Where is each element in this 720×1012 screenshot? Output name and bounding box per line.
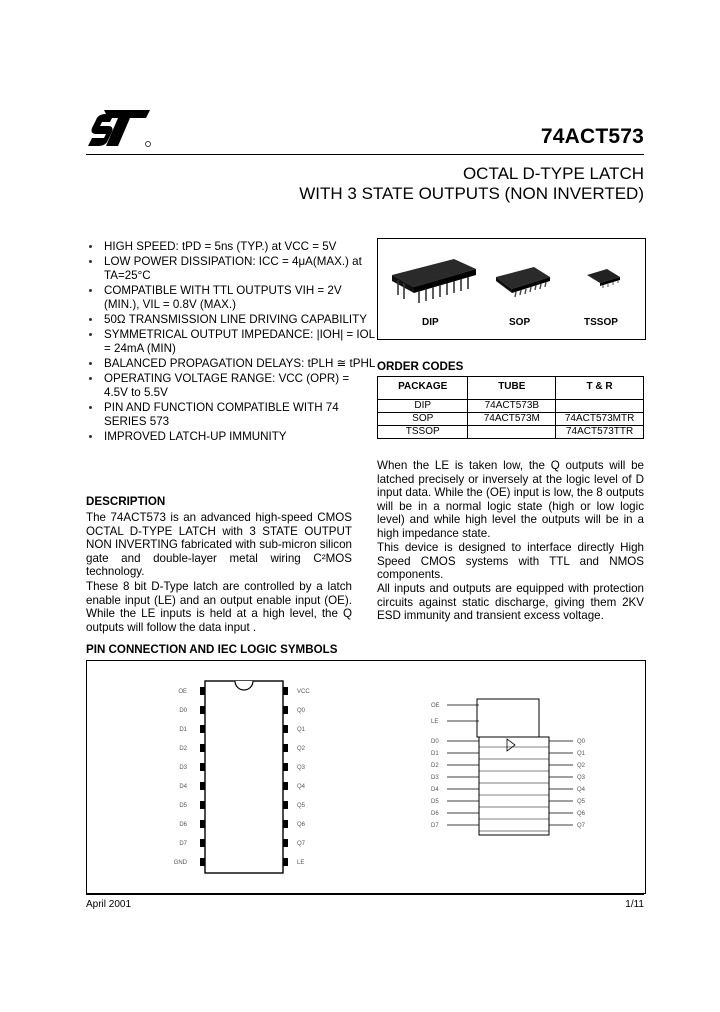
- column-header: PACKAGE: [378, 377, 468, 400]
- feature-item: 50Ω TRANSMISSION LINE DRIVING CAPABILITY: [86, 313, 376, 327]
- pin-tab: [200, 782, 205, 790]
- pin-label: Q2: [297, 746, 306, 752]
- pin-label: D5: [179, 803, 187, 809]
- order-codes-heading: ORDER CODES: [377, 360, 464, 373]
- pin-tab: [283, 782, 288, 790]
- footer-rule: [86, 894, 644, 895]
- feature-item: LOW POWER DISSIPATION: ICC = 4μA(MAX.) at TA=25°C: [86, 255, 376, 283]
- feature-item: PIN AND FUNCTION COMPATIBLE WITH 74 SERIES 573: [86, 401, 376, 429]
- pin-tab: [200, 858, 205, 866]
- feature-item: IMPROVED LATCH-UP IMMUNITY: [86, 430, 376, 444]
- pin-tab: [283, 820, 288, 828]
- package-images: [377, 238, 646, 340]
- pin-tab: [200, 820, 205, 828]
- pin-label: GND: [173, 860, 187, 866]
- pin-tab: [200, 839, 205, 847]
- description-paragraph-3: When the LE is taken low, the Q outputs will be latched precisely or inversely at the logic level of D input data. While the (OE) input is low, the 8 outputs will be in a normal logic state (high or low logic level) and while high level the outputs will be in a high impedance state.: [377, 459, 644, 540]
- pin-tab: [200, 801, 205, 809]
- pin-label: VCC: [297, 689, 310, 695]
- pin-label: OE: [178, 689, 187, 695]
- iec-logic-symbol: [431, 699, 586, 835]
- iec-output-label: Q1: [577, 751, 586, 757]
- pin-tab: [200, 763, 205, 771]
- pin-tab: [283, 763, 288, 771]
- table-cell: 74ACT573B: [468, 400, 556, 413]
- column-header: T & R: [556, 377, 644, 400]
- pin-label: Q5: [297, 803, 306, 809]
- pin-label: D1: [179, 727, 187, 733]
- iec-input-label: D2: [431, 763, 439, 769]
- description-paragraph-4: This device is designed to interface directly High Speed CMOS systems with TTL and NMOS components.: [377, 541, 644, 582]
- iec-input-label: OE: [431, 703, 440, 709]
- pin-tab: [283, 839, 288, 847]
- pin-tab: [283, 801, 288, 809]
- iec-output-label: Q4: [577, 787, 586, 793]
- pin-diagram: [87, 661, 645, 893]
- pin-connection-heading: PIN CONNECTION AND IEC LOGIC SYMBOLS: [86, 643, 338, 656]
- pin-tab: [283, 706, 288, 714]
- header-rule: [86, 154, 644, 155]
- iec-input-label: LE: [431, 719, 439, 725]
- table-row: [378, 426, 644, 439]
- pin-label: Q6: [297, 822, 306, 828]
- pin-tab: [200, 744, 205, 752]
- table-cell: 74ACT573M: [468, 413, 556, 426]
- iec-output-label: Q3: [577, 775, 586, 781]
- dip-pinout-diagram: [174, 681, 311, 873]
- description-paragraph-2: These 8 bit D-Type latch are controlled by a latch enable input (LE) and an output enable input (OE). While the LE inputs is held at a high level, the Q outputs will follow the data input .: [86, 580, 352, 634]
- table-cell: 74ACT573TTR: [556, 426, 644, 439]
- dip-package-image: [392, 259, 476, 303]
- iec-output-label: Q5: [577, 799, 586, 805]
- footer-date: April 2001: [86, 899, 132, 910]
- st-logo: [86, 108, 152, 148]
- description-heading: DESCRIPTION: [86, 495, 166, 508]
- iec-input-label: D4: [431, 787, 439, 793]
- pin-label: D0: [179, 708, 187, 714]
- table-cell: 74ACT573MTR: [556, 413, 644, 426]
- pin-label: Q3: [297, 765, 306, 771]
- sop-label: SOP: [509, 317, 531, 328]
- table-cell: [468, 426, 556, 439]
- table-cell: [556, 400, 644, 413]
- iec-output-label: Q2: [577, 763, 586, 769]
- pin-label: Q1: [297, 727, 306, 733]
- pin-label: D2: [179, 746, 187, 752]
- iec-input-label: D3: [431, 775, 439, 781]
- iec-input-label: D0: [431, 739, 439, 745]
- pin-tab: [283, 744, 288, 752]
- iec-output-label: Q6: [577, 811, 586, 817]
- column-header: TUBE: [468, 377, 556, 400]
- table-header-row: [378, 377, 644, 400]
- pin-diagram-box: [86, 660, 646, 894]
- feature-list: [86, 240, 376, 445]
- part-number: 74ACT573: [540, 125, 644, 148]
- feature-item: HIGH SPEED: tPD = 5ns (TYP.) at VCC = 5V: [86, 240, 376, 254]
- iec-input-label: D7: [431, 823, 439, 829]
- pin-tab: [283, 725, 288, 733]
- pin-tab: [200, 706, 205, 714]
- feature-item: BALANCED PROPAGATION DELAYS: tPLH ≅ tPHL: [86, 357, 376, 371]
- table-cell: SOP: [378, 413, 468, 426]
- table-cell: TSSOP: [378, 426, 468, 439]
- pin-label: D4: [179, 784, 187, 790]
- sop-package-image: [496, 267, 550, 297]
- dip-label: DIP: [422, 317, 439, 328]
- pin-label: LE: [297, 860, 305, 866]
- pin-label: D3: [179, 765, 187, 771]
- iec-input-label: D5: [431, 799, 439, 805]
- pin-label: Q7: [297, 841, 306, 847]
- title-line-1: OCTAL D-TYPE LATCH: [462, 164, 644, 183]
- pin-tab: [200, 687, 205, 695]
- description-paragraph-1: The 74ACT573 is an advanced high-speed CMOS OCTAL D-TYPE LATCH with 3 STATE OUTPUT NON INVERTING fabricated with sub-micron silicon gate and double-layer metal wiring C²MOS technology.: [86, 511, 352, 579]
- order-codes-table: [377, 376, 644, 439]
- iec-input-label: D6: [431, 811, 439, 817]
- pin-label: D7: [179, 841, 187, 847]
- pin-label: Q0: [297, 708, 306, 714]
- pin-label: Q4: [297, 784, 306, 790]
- feature-item: SYMMETRICAL OUTPUT IMPEDANCE: |IOH| = IOL = 24mA (MIN): [86, 328, 376, 356]
- tssop-label: TSSOP: [584, 317, 618, 328]
- feature-item: COMPATIBLE WITH TTL OUTPUTS VIH = 2V (MIN.), VIL = 0.8V (MAX.): [86, 284, 376, 312]
- description-paragraph-5: All inputs and outputs are equipped with protection circuits against static discharge, giving them 2KV ESD immunity and transient excess voltage.: [377, 582, 644, 623]
- table-row: [378, 400, 644, 413]
- pin-tab: [200, 725, 205, 733]
- pin-tab: [283, 858, 288, 866]
- iec-output-label: Q7: [577, 823, 586, 829]
- pin-label: D6: [179, 822, 187, 828]
- iec-output-label: Q0: [577, 739, 586, 745]
- tssop-package-image: [587, 269, 620, 288]
- table-row: [378, 413, 644, 426]
- feature-item: OPERATING VOLTAGE RANGE: VCC (OPR) = 4.5V to 5.5V: [86, 372, 376, 400]
- footer-page-number: 1/11: [625, 899, 644, 910]
- pin-tab: [283, 687, 288, 695]
- title-line-2: WITH 3 STATE OUTPUTS (NON INVERTED): [299, 184, 644, 203]
- table-cell: DIP: [378, 400, 468, 413]
- iec-input-label: D1: [431, 751, 439, 757]
